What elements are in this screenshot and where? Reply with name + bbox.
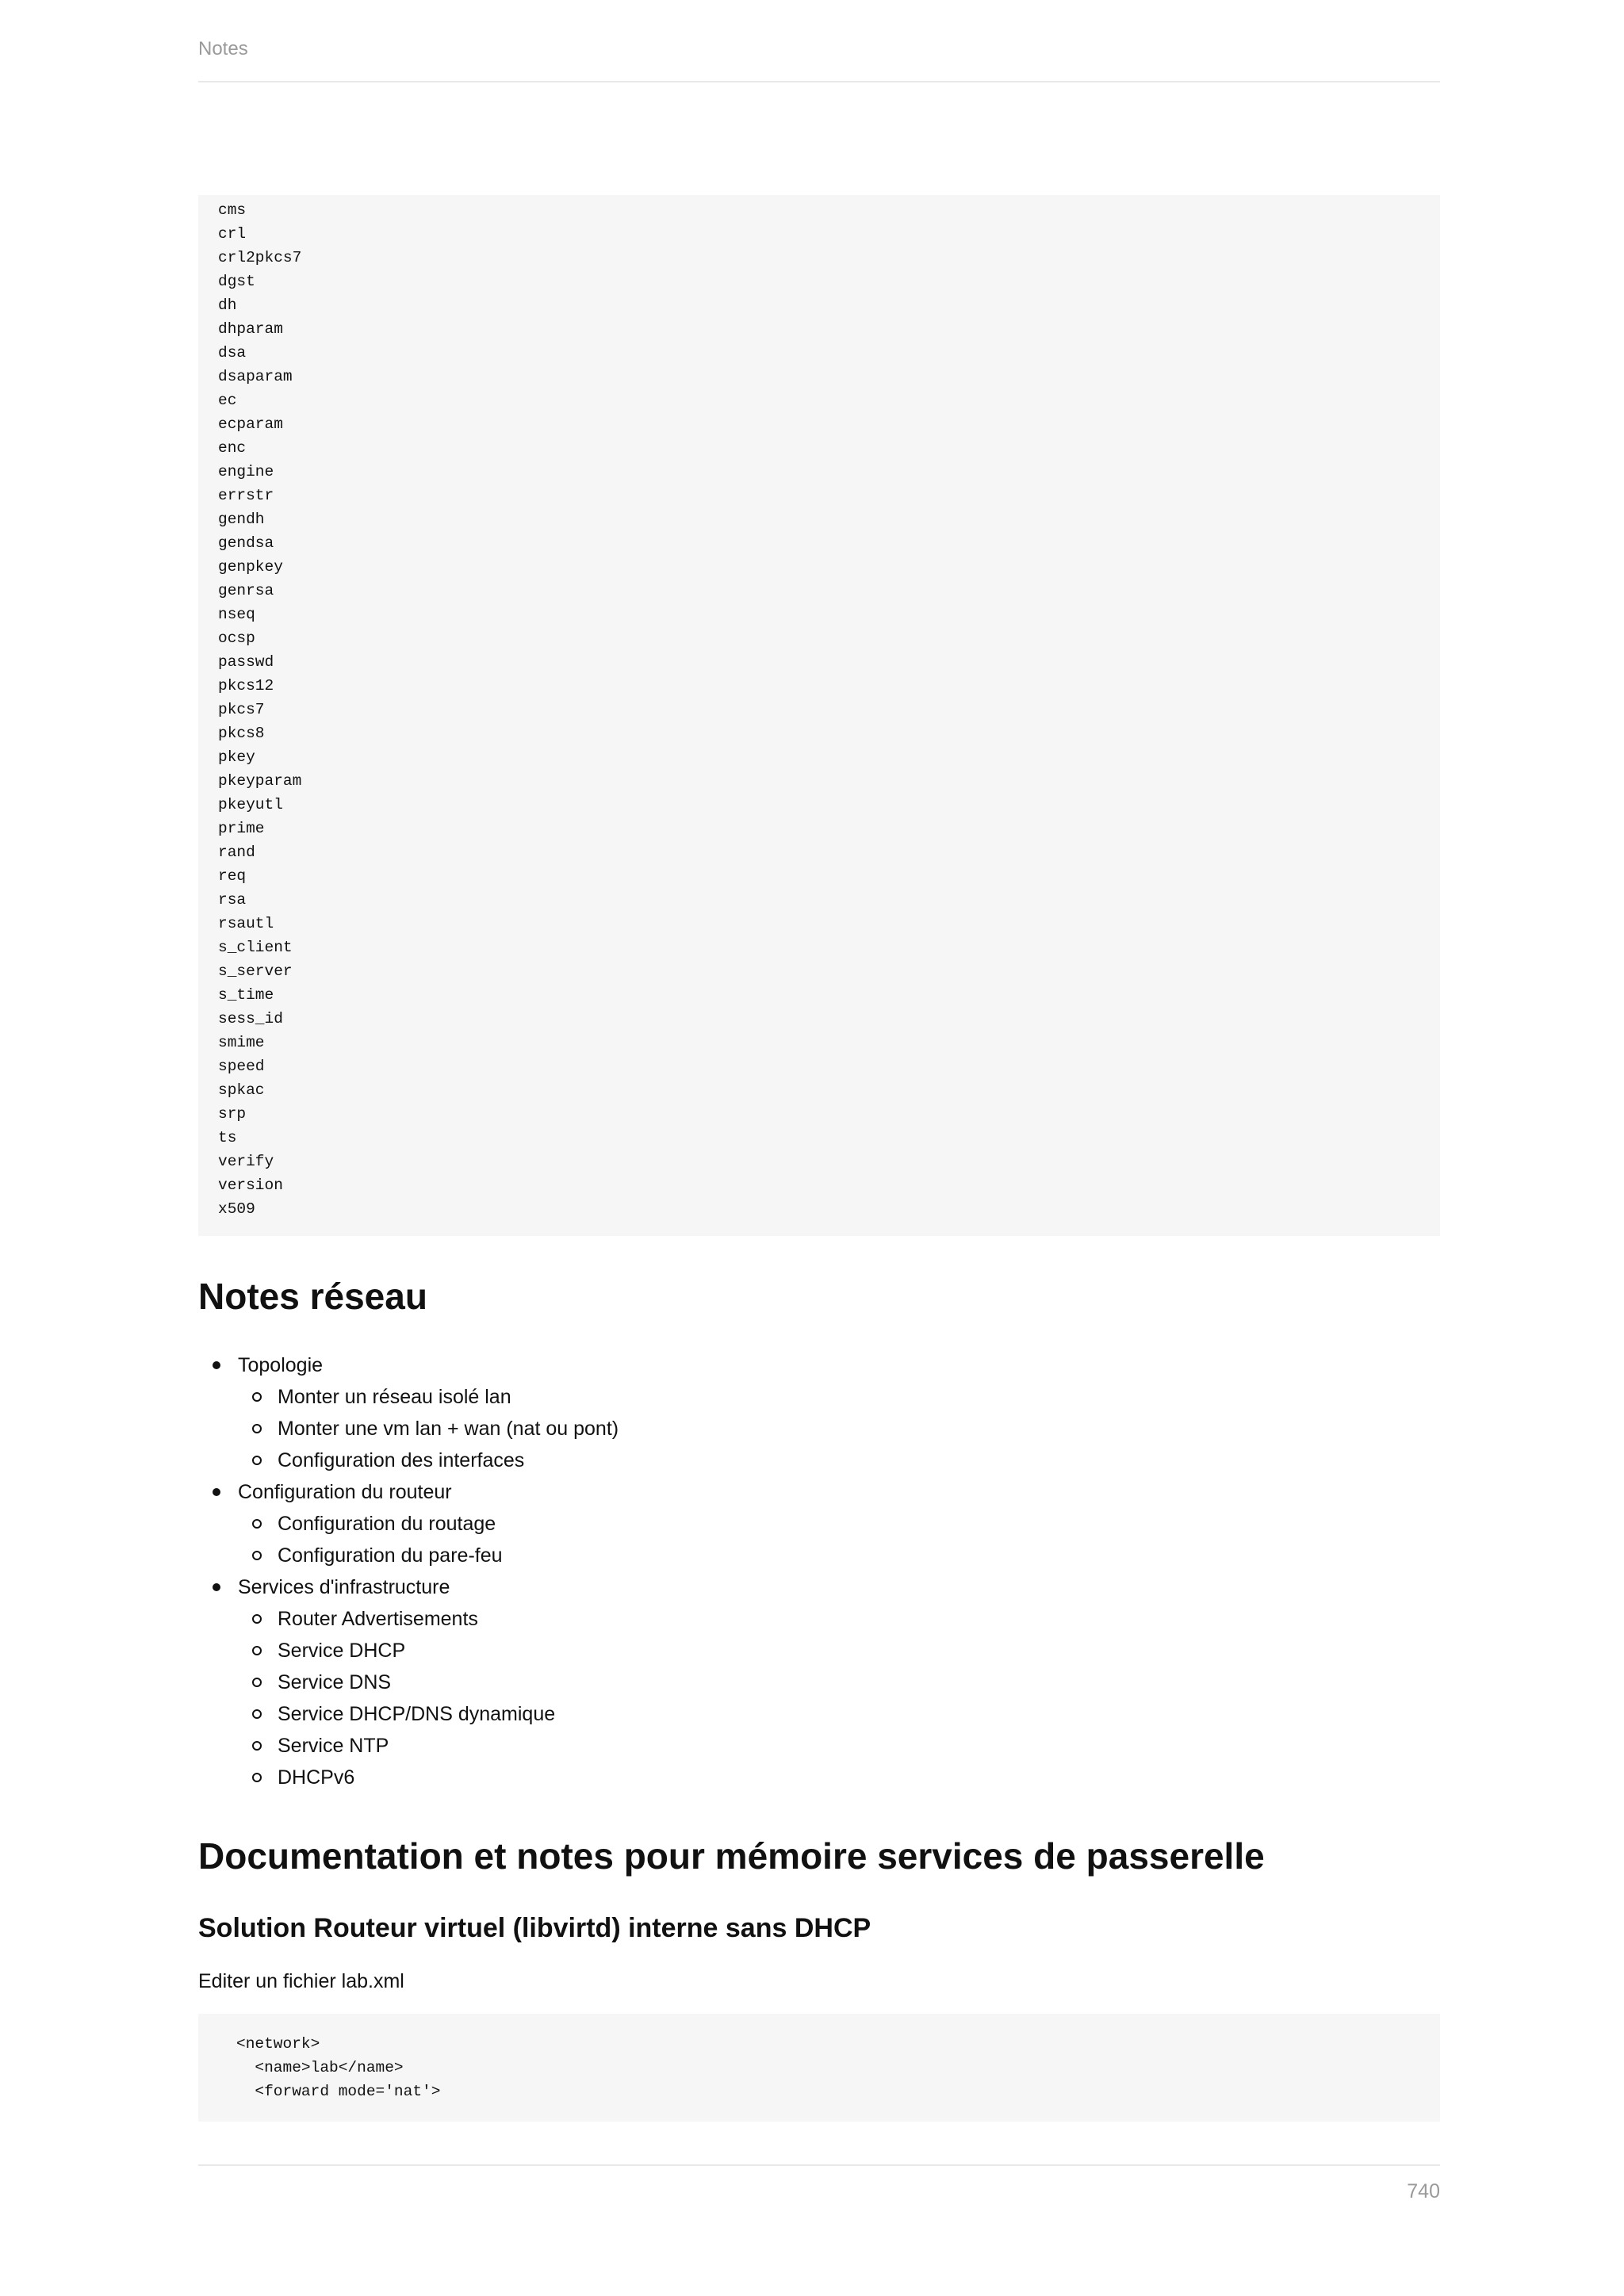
outline-subitem-label: Monter un réseau isolé lan [278,1386,511,1408]
code-line: pkcs8 [218,725,265,742]
code-line: s_time [218,986,274,1004]
header-divider [198,81,1440,82]
code-line: <name>lab</name> [236,2059,404,2076]
code-line: dh [218,297,237,314]
outline-sublist [238,1508,619,1571]
code-line: ecparam [218,415,283,433]
code-line: enc [218,439,247,457]
hollow-bullet-icon [252,1678,262,1687]
outline-item [198,1571,619,1793]
outline-subitem-label: Service DHCP/DNS dynamique [278,1703,556,1725]
outline-item-label: Configuration du routeur [238,1481,452,1503]
hollow-bullet-icon [252,1424,262,1433]
notes-reseau-heading: Notes réseau [198,1276,427,1317]
outline-subitem-label: Service DHCP [278,1640,406,1662]
code-line: ts [218,1129,237,1146]
code-line: <network> [236,2035,320,2053]
code-line: passwd [218,653,274,671]
filled-bullet-icon [213,1583,220,1591]
code-line: smime [218,1034,265,1051]
code-line: gendh [218,511,265,528]
hollow-bullet-icon [252,1646,262,1655]
code-line: req [218,867,247,885]
documentation-heading: Documentation et notes pour mémoire services de passerelle [198,1835,1265,1877]
code-line: sess_id [218,1010,283,1027]
hollow-bullet-icon [252,1456,262,1465]
code-line: errstr [218,487,274,504]
code-line: cms [218,201,247,219]
code-line: srp [218,1105,247,1123]
code-line: rsa [218,891,247,909]
outline-item-label: Topologie [238,1354,324,1376]
code-line: verify [218,1153,274,1170]
code-line: nseq [218,606,255,623]
hollow-bullet-icon [252,1551,262,1560]
code-line: ocsp [218,629,255,647]
code-line: pkey [218,748,255,766]
code-line: ec [218,392,237,409]
code-line: crl2pkcs7 [218,249,302,266]
code-line: version [218,1177,283,1194]
hollow-bullet-icon [252,1519,262,1529]
code-line: prime [218,820,265,837]
outline-subitem [238,1667,619,1698]
code-line: pkcs7 [218,701,265,718]
outline-sublist [238,1603,619,1793]
footer-divider [198,2164,1440,2166]
hollow-bullet-icon [252,1392,262,1402]
command-list-code-block [198,195,1440,1236]
code-line: s_server [218,962,293,980]
outline-subitem [238,1603,619,1635]
outline-subitem-label: Service DNS [278,1671,392,1693]
hollow-bullet-icon [252,1614,262,1624]
code-line: dsaparam [218,368,293,385]
outline-item-label: Services d'infrastructure [238,1576,450,1598]
page-number: 740 [1407,2180,1440,2202]
outline-subitem [238,1762,619,1793]
code-line: s_client [218,939,293,956]
outline-subitem-label: DHCPv6 [278,1766,355,1789]
outline-sublist [238,1381,619,1476]
code-line: <forward mode='nat'> [236,2083,441,2100]
code-line: crl [218,225,247,243]
code-line: genpkey [218,558,283,576]
hollow-bullet-icon [252,1709,262,1719]
outline-subitem-label: Configuration du routage [278,1513,496,1535]
code-line: pkeyparam [218,772,302,790]
outline-item [198,1349,619,1476]
editer-paragraph: Editer un fichier lab.xml [198,1970,404,1992]
code-line: speed [218,1058,265,1075]
code-line: rsautl [218,915,274,932]
hollow-bullet-icon [252,1741,262,1751]
outline-subitem-label: Router Advertisements [278,1608,478,1630]
outline-item [198,1476,619,1571]
code-line: engine [218,463,274,480]
outline-subitem [238,1540,619,1571]
outline-subitem [238,1635,619,1667]
hollow-bullet-icon [252,1773,262,1782]
outline-subitem [238,1730,619,1762]
filled-bullet-icon [213,1361,220,1369]
outline-subitem-label: Configuration du pare-feu [278,1544,503,1567]
outline-subitem-label: Monter une vm lan + wan (nat ou pont) [278,1418,619,1440]
code-line: gendsa [218,534,274,552]
code-line: pkcs12 [218,677,274,695]
code-line: spkac [218,1081,265,1099]
outline-subitem [238,1508,619,1540]
code-line: pkeyutl [218,796,283,813]
outline-subitem-label: Configuration des interfaces [278,1449,525,1471]
filled-bullet-icon [213,1488,220,1496]
outline-subitem-label: Service NTP [278,1735,389,1757]
outline-subitem [238,1445,619,1476]
outline-subitem [238,1413,619,1445]
network-xml-code-block [198,2014,1440,2122]
notes-outline-list [198,1349,619,1793]
code-line: genrsa [218,582,274,599]
code-line: rand [218,844,255,861]
outline-subitem [238,1698,619,1730]
code-line: dgst [218,273,255,290]
outline-subitem [238,1381,619,1413]
routeur-virtuel-subheading: Solution Routeur virtuel (libvirtd) interne sans DHCP [198,1913,871,1943]
code-line: dsa [218,344,247,362]
running-header: Notes [198,38,248,59]
code-line: x509 [218,1200,255,1218]
code-line: dhparam [218,320,283,338]
